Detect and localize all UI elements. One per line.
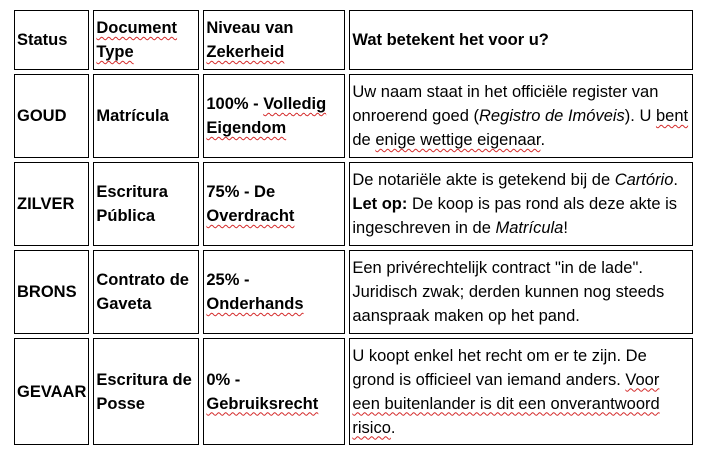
header-level-line1: Niveau van (206, 19, 294, 37)
warning-label: Let op: (352, 195, 408, 213)
meaning-cell (349, 250, 693, 334)
meaning-text-italic: Matrícula (495, 219, 564, 237)
table-row (14, 162, 693, 246)
type-text: Escritura de (96, 370, 192, 389)
header-document-word: Document (96, 19, 178, 37)
meaning-text: bent (655, 107, 689, 125)
status-cell (14, 250, 89, 334)
level-text: Eigendom (206, 119, 287, 137)
meaning-text: . (673, 171, 678, 189)
level-text: Overdracht (206, 207, 295, 225)
table-row (14, 74, 693, 158)
header-row (14, 10, 693, 70)
status-text: BRONS (17, 283, 77, 301)
meaning-text: ! (563, 219, 568, 237)
level-cell (203, 74, 345, 158)
level-text: Gebruiksrecht (206, 394, 319, 413)
property-status-table (10, 6, 697, 449)
type-text: Matrícula (96, 107, 169, 125)
type-text: Escritura (96, 183, 168, 201)
header-status (14, 10, 89, 70)
header-status-text: Status (17, 31, 68, 49)
level-text: Volledig (263, 95, 327, 113)
meaning-text-italic: Registro de Imóveis (478, 107, 625, 125)
meaning-text: enige wettige eigenaar (375, 131, 541, 149)
level-text: 100% - (206, 95, 264, 113)
table-row (14, 338, 693, 445)
level-text: 0% - (206, 370, 241, 389)
type-text: Posse (96, 394, 145, 413)
type-cell (93, 250, 199, 334)
meaning-text: de (352, 131, 376, 149)
header-level-line2: Zekerheid (206, 43, 285, 61)
meaning-text: De koop is pas rond als deze akte is ingeschreven in de (352, 195, 678, 237)
meaning-text-italic: Cartório (614, 171, 674, 189)
status-text: ZILVER (17, 195, 75, 213)
header-meaning-text: Wat betekent het voor u? (352, 31, 549, 49)
meaning-text: De notariële akte is getekend bij de (352, 171, 615, 189)
type-cell (93, 74, 199, 158)
header-type-word: Type (96, 43, 134, 61)
status-cell (14, 74, 89, 158)
table-row (14, 250, 693, 334)
meaning-cell (349, 74, 693, 158)
header-document-type (93, 10, 199, 70)
level-cell (203, 338, 345, 445)
status-text: GOUD (17, 107, 67, 125)
meaning-text: . (390, 418, 396, 437)
header-meaning (349, 10, 693, 70)
meaning-text: U koopt enkel het recht om er te zijn. De grond is officieel van iemand anders. (352, 346, 647, 389)
status-cell (14, 162, 89, 246)
meaning-text: Uw naam staat in het officiële register van onroerend goed ( (352, 83, 659, 125)
level-text: 75% - De (206, 183, 276, 201)
status-text: GEVAAR (17, 382, 87, 401)
meaning-text: Voor een buitenlander is dit een onverantwoord risico (352, 370, 660, 437)
level-text: Onderhands (206, 295, 304, 313)
meaning-text: Een privérechtelijk contract "in de lade". Juridisch zwak; derden kunnen nog steeds aanspraak maken op het pand. (352, 259, 665, 325)
type-text: Gaveta (96, 295, 152, 313)
type-cell (93, 162, 199, 246)
header-certainty-level (203, 10, 345, 70)
status-cell (14, 338, 89, 445)
level-text: 25% - (206, 271, 250, 289)
type-text: Contrato de (96, 271, 189, 289)
meaning-cell (349, 162, 693, 246)
type-text: Pública (96, 207, 156, 225)
meaning-text: . (540, 131, 546, 149)
type-cell (93, 338, 199, 445)
level-cell (203, 162, 345, 246)
meaning-cell (349, 338, 693, 445)
level-cell (203, 250, 345, 334)
meaning-text: ). U (624, 107, 656, 125)
